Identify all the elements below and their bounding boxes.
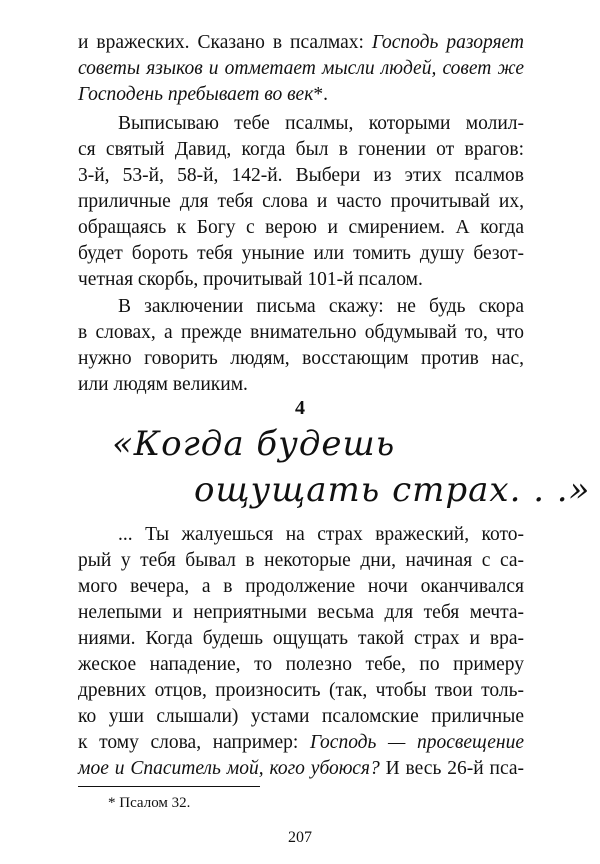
chapter-number: 4 bbox=[295, 397, 305, 419]
text-line: жеское нападение, то полезно тебе, по примеру bbox=[78, 654, 524, 675]
text-line: 3-й, 53-й, 58-й, 142-й. Выбери из этих псалмов bbox=[78, 165, 524, 186]
footnote-rule bbox=[78, 786, 260, 787]
text-line: ко уши слышали) устами псаломские приличные bbox=[78, 706, 524, 727]
text-line: обращаясь к Богу с верою и смирением. А когда bbox=[78, 217, 524, 238]
text-line: четная скорбь, прочитывай 101-й псалом. bbox=[78, 269, 423, 290]
text-line: и вражеских. Сказано в псалмах: Господь разоряет bbox=[78, 32, 524, 53]
text-line: в словах, а прежде внимательно обдумывай то, что bbox=[78, 322, 524, 343]
text-line: к тому слова, например: Господь — просвещение bbox=[78, 732, 524, 753]
text-line: будет бороть тебя уныние или томить душу безот- bbox=[78, 243, 524, 264]
text-line: древних отцов, произносить (так, чтобы твои толь- bbox=[78, 680, 524, 701]
page-number: 207 bbox=[288, 829, 312, 846]
text-line: Господень пребывает во век*. bbox=[78, 84, 328, 105]
footnote: * Псалом 32. bbox=[108, 795, 191, 811]
text-line: советы языков и отметает мысли людей, совет же bbox=[78, 58, 524, 79]
text-line: ся святый Давид, когда был в гонении от врагов: bbox=[78, 139, 524, 160]
text-line: приличные для тебя слова и часто прочитывай их, bbox=[78, 191, 524, 212]
chapter-title-line-1: «Когда будешь bbox=[112, 424, 396, 464]
text-line: мого вечера, а в продолжение ночи оканчивался bbox=[78, 576, 524, 597]
chapter-title-line-2: ощущать страх. . .» bbox=[194, 470, 591, 510]
text-line: ... Ты жалуешься на страх вражеский, кото- bbox=[118, 524, 524, 545]
text-line: или людям великим. bbox=[78, 374, 248, 395]
text-line: мое и Спаситель мой, кого убоюся? И весь 26-й пса- bbox=[78, 758, 524, 779]
text-line: Выписываю тебе псалмы, которыми молил- bbox=[118, 113, 524, 134]
text-line: рый у тебя бывал в некоторые дни, начиная с са- bbox=[78, 550, 524, 571]
text-line: В заключении письма скажу: не будь скора bbox=[118, 296, 524, 317]
text-line: нужно говорить людям, восстающим против нас, bbox=[78, 348, 524, 369]
text-line: ниями. Когда будешь ощущать такой страх и вра- bbox=[78, 628, 524, 649]
text-line: нелепыми и неприятными весьма для тебя мечта- bbox=[78, 602, 524, 623]
